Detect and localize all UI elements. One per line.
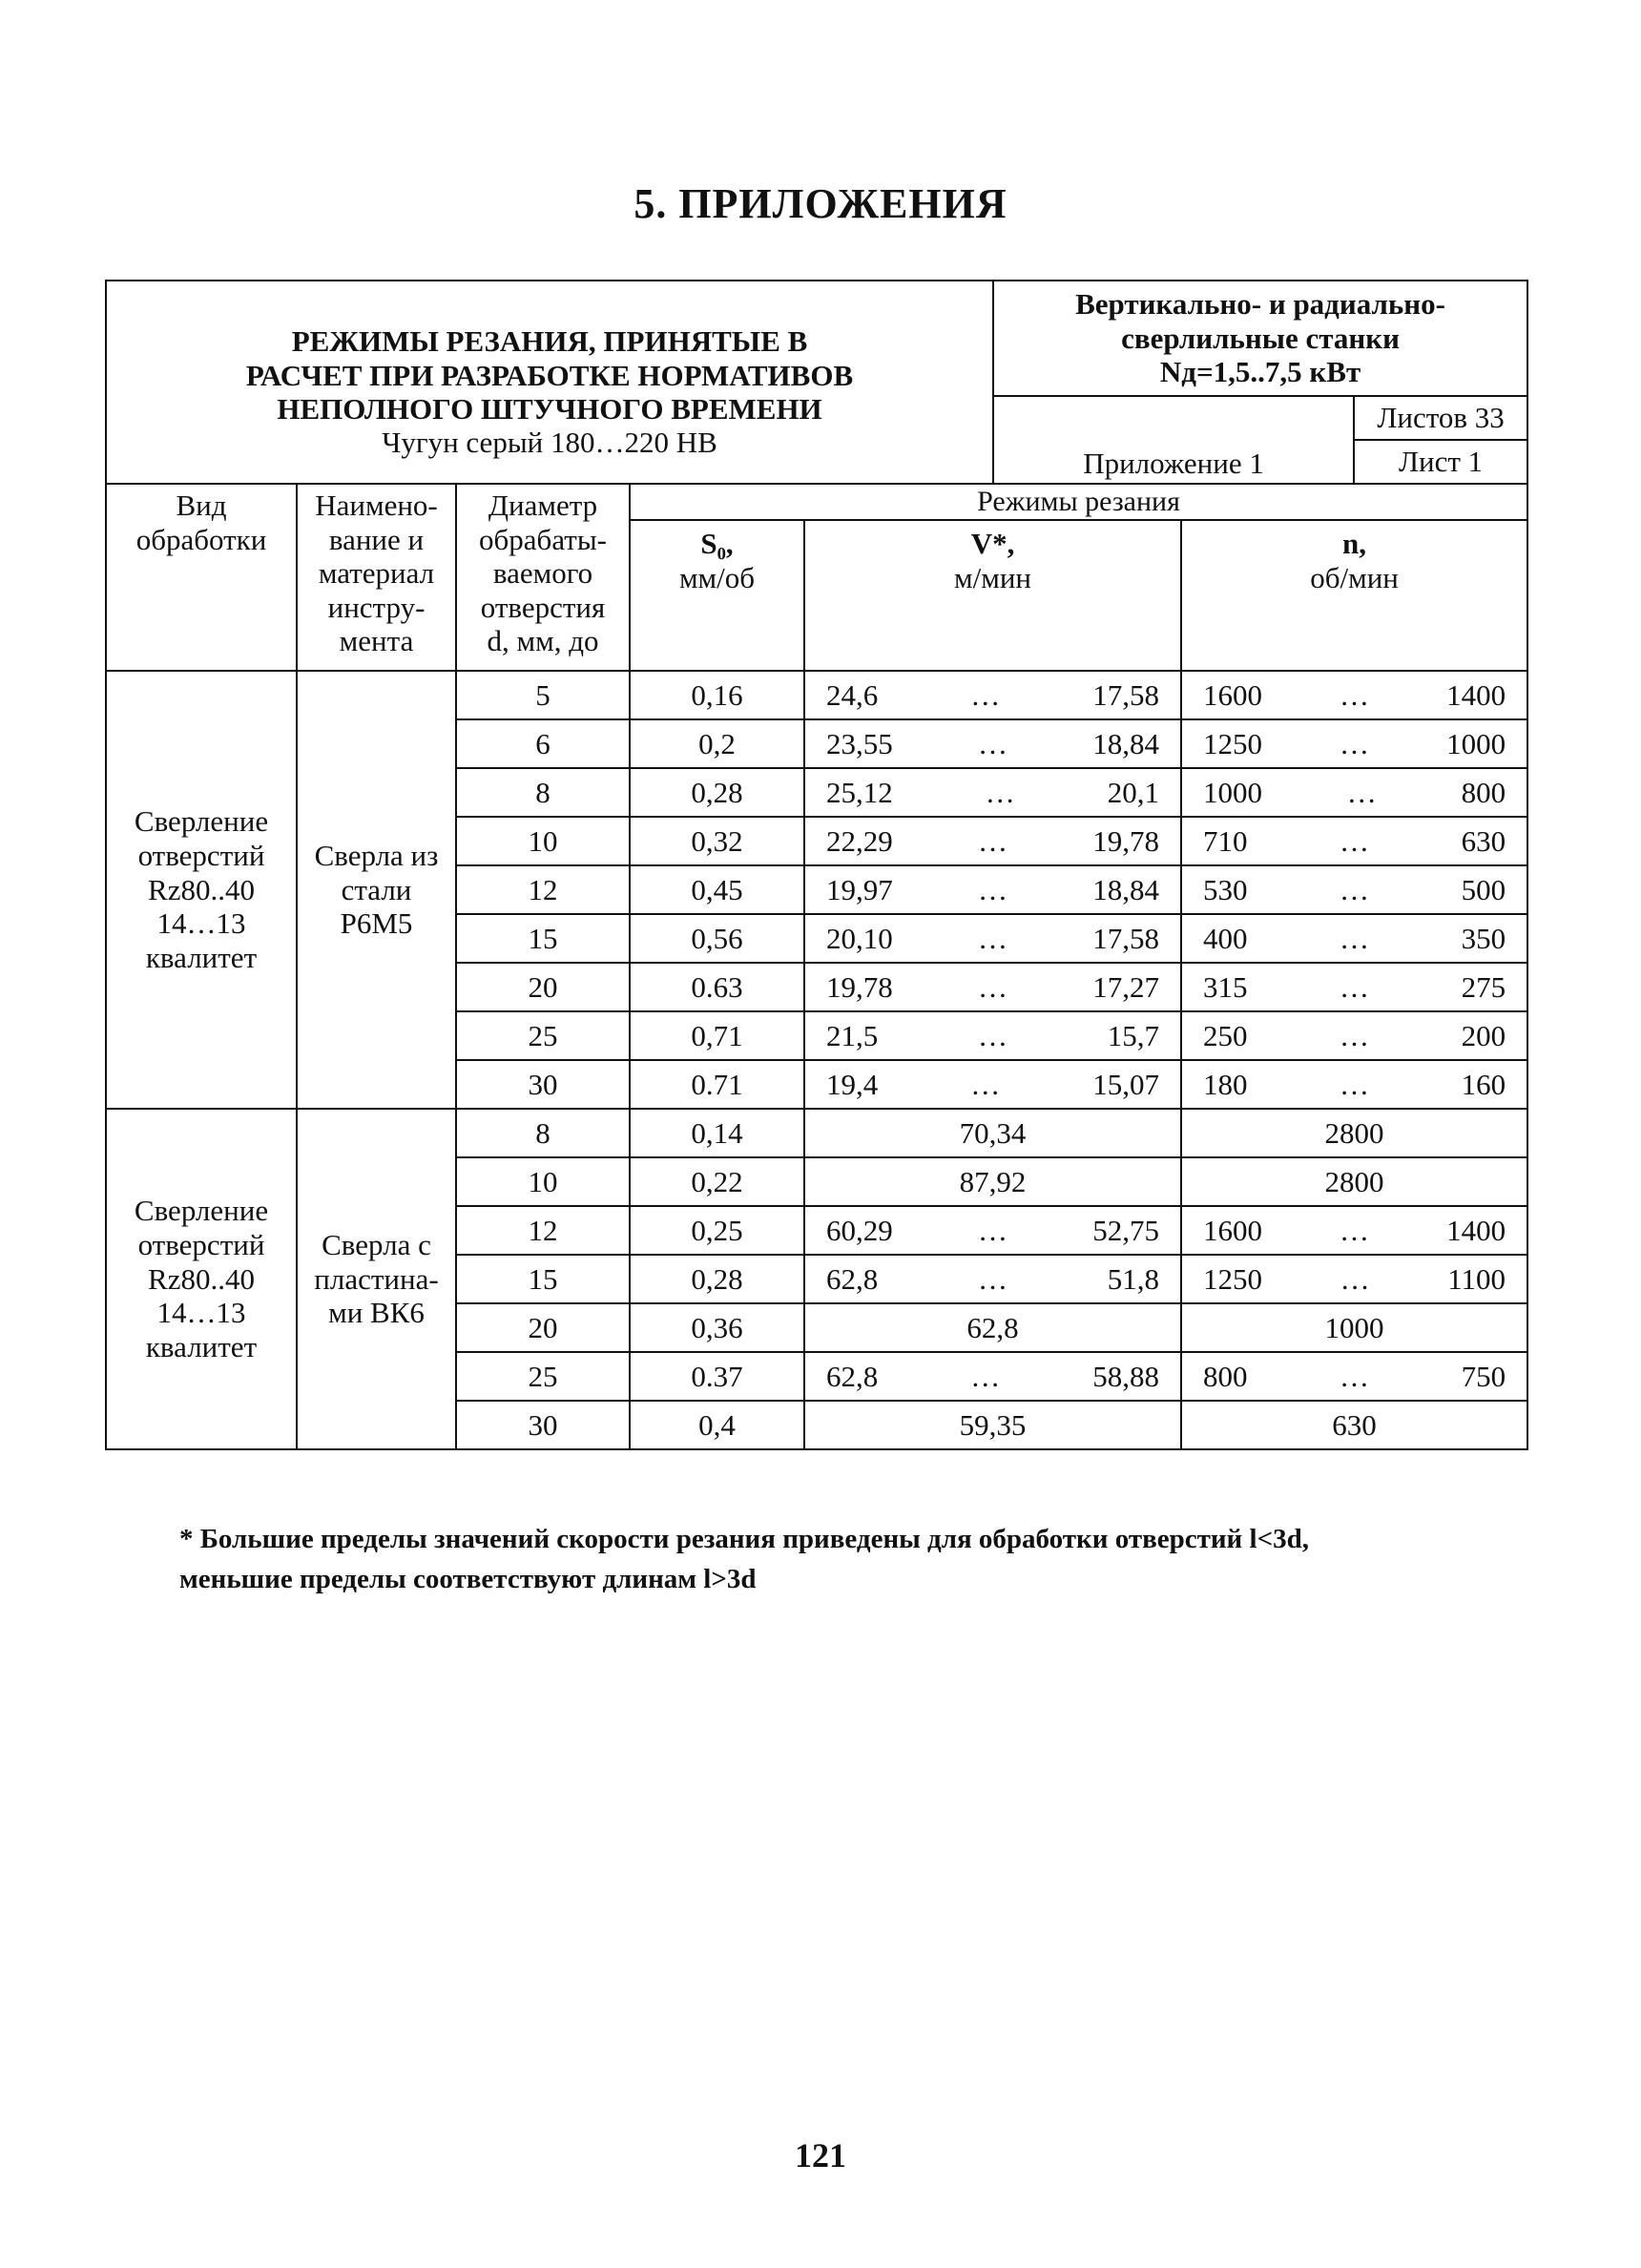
col-v	[804, 520, 1181, 671]
table-title-line-1: РЕЖИМЫ РЕЗАНИЯ, ПРИНЯТЫЕ В	[291, 324, 808, 358]
col-n-line-1: n,	[1342, 526, 1367, 560]
process-kind-line: Сверление	[134, 1194, 269, 1228]
rpm-min: 350	[1461, 921, 1506, 955]
rpm-min: 800	[1461, 775, 1506, 809]
range-dots: …	[1340, 1359, 1370, 1393]
tool-line: Р6М5	[340, 906, 413, 941]
col-kind-line-1: Вид	[176, 488, 227, 522]
speed-max: 19,78	[826, 969, 893, 1004]
rpm-min: 200	[1461, 1018, 1506, 1052]
range-dots: …	[1340, 1067, 1370, 1101]
sheets-total: Листов 33	[1354, 396, 1527, 440]
speed-min: 18,84	[1092, 726, 1160, 760]
rpm-max: 180	[1203, 1067, 1248, 1101]
feed-cell: 0,28	[630, 768, 804, 817]
speed-min: 17,58	[1092, 921, 1160, 955]
rpm-cell	[1181, 1255, 1527, 1303]
col-s0	[630, 520, 804, 671]
feed-cell: 0,28	[630, 1255, 804, 1303]
diameter-cell: 20	[456, 963, 630, 1011]
rpm-cell	[1181, 1060, 1527, 1109]
col-tool-line-2: вание и	[328, 522, 425, 556]
col-diameter-line-1: Диаметр	[488, 488, 598, 522]
rpm-max: 400	[1203, 921, 1248, 955]
rpm-cell	[1181, 768, 1527, 817]
tool-cell	[297, 671, 456, 1109]
table-title	[106, 281, 993, 484]
page-number: 121	[795, 2136, 846, 2174]
rpm-min: 500	[1461, 872, 1506, 906]
col-diameter-line-4: отверстия	[480, 590, 606, 624]
col-tool-line-5: мента	[339, 624, 414, 658]
rpm-cell	[1181, 1401, 1527, 1449]
speed-cell	[804, 817, 1181, 865]
rpm-cell	[1181, 671, 1527, 719]
speed-max: 20,10	[826, 921, 893, 955]
speed-cell	[804, 1109, 1181, 1157]
speed-max: 62,8	[826, 1261, 879, 1296]
diameter-cell: 5	[456, 671, 630, 719]
col-s0-line-2: мм/об	[678, 560, 756, 594]
speed-max: 24,6	[826, 677, 879, 712]
rpm-max: 250	[1203, 1018, 1248, 1052]
speed-cell	[804, 1255, 1181, 1303]
rpm-min: 630	[1461, 823, 1506, 858]
table-row	[106, 671, 1527, 719]
speed-cell	[804, 768, 1181, 817]
speed-cell	[804, 1352, 1181, 1401]
feed-cell: 0.71	[630, 1060, 804, 1109]
process-kind-line: отверстий	[137, 838, 265, 872]
speed-min: 15,7	[1107, 1018, 1160, 1052]
feed-cell: 0,4	[630, 1401, 804, 1449]
speed-max: 19,4	[826, 1067, 879, 1101]
col-diameter-line-3: ваемого	[492, 556, 593, 591]
col-kind	[106, 484, 297, 671]
range-dots: …	[985, 775, 1015, 809]
rpm-cell	[1181, 1352, 1527, 1401]
feed-cell: 0,36	[630, 1303, 804, 1352]
col-diameter-line-5: d, мм, до	[487, 624, 599, 658]
range-dots: …	[978, 969, 1008, 1004]
diameter-cell: 15	[456, 1255, 630, 1303]
appendix-cell	[993, 396, 1354, 484]
col-kind-line-2: обработки	[135, 522, 267, 556]
diameter-cell: 30	[456, 1060, 630, 1109]
range-dots: …	[978, 1018, 1008, 1052]
machine-info	[993, 281, 1527, 396]
feed-cell: 0,25	[630, 1206, 804, 1255]
diameter-cell: 6	[456, 719, 630, 768]
speed-cell	[804, 914, 1181, 963]
range-dots: …	[970, 1067, 1001, 1101]
feed-cell: 0,45	[630, 865, 804, 914]
process-kind-line: квалитет	[145, 940, 258, 974]
range-dots: …	[1346, 775, 1377, 809]
feed-cell: 0,16	[630, 671, 804, 719]
rpm-max: 1600	[1203, 1213, 1263, 1247]
rpm-cell	[1181, 1206, 1527, 1255]
rpm-min: 160	[1461, 1067, 1506, 1101]
feed-cell: 0,22	[630, 1157, 804, 1206]
feed-cell: 0,71	[630, 1011, 804, 1060]
page-title: 5. ПРИЛОЖЕНИЯ	[634, 180, 1007, 227]
range-dots: …	[978, 1261, 1008, 1296]
speed-cell	[804, 1401, 1181, 1449]
range-dots: …	[978, 1213, 1008, 1247]
rpm-min: 1400	[1446, 1213, 1506, 1247]
process-kind-line: Rz80..40	[148, 1261, 255, 1296]
range-dots: …	[1340, 677, 1370, 712]
diameter-cell: 30	[456, 1401, 630, 1449]
col-tool-line-1: Наимено-	[315, 488, 438, 522]
rpm-cell	[1181, 1109, 1527, 1157]
col-tool	[297, 484, 456, 671]
range-dots: …	[1340, 1213, 1370, 1247]
tool-line: Сверла из	[314, 838, 439, 872]
machine-line-2: сверлильные станки	[1121, 321, 1400, 355]
speed-max: 22,29	[826, 823, 893, 858]
col-tool-line-3: материал	[318, 556, 435, 591]
footnote-line-1: * Большие пределы значений скорости резания приведены для обработки отверстий l<3d,	[179, 1524, 1309, 1554]
tool-line: ми ВК6	[328, 1296, 425, 1330]
speed-min: 20,1	[1107, 775, 1160, 809]
rpm-cell	[1181, 963, 1527, 1011]
rpm-cell	[1181, 865, 1527, 914]
process-kind-line: Сверление	[134, 804, 269, 839]
col-modes: Режимы резания	[630, 484, 1527, 520]
material-label: Чугун серый 180…220 HB	[382, 425, 717, 459]
rpm-cell	[1181, 914, 1527, 963]
speed-min: 19,78	[1092, 823, 1160, 858]
speed-cell	[804, 1303, 1181, 1352]
speed-value: 70,34	[959, 1115, 1027, 1150]
rpm-min: 750	[1461, 1359, 1506, 1393]
col-tool-line-4: инстру-	[327, 590, 426, 624]
rpm-min: 275	[1461, 969, 1506, 1004]
rpm-max: 800	[1203, 1359, 1248, 1393]
process-kind-line: Rz80..40	[148, 872, 255, 906]
speed-max: 21,5	[826, 1018, 879, 1052]
rpm-max: 710	[1203, 823, 1248, 858]
speed-cell	[804, 865, 1181, 914]
col-diameter	[456, 484, 630, 671]
range-dots: …	[978, 726, 1008, 760]
range-dots: …	[1340, 921, 1370, 955]
speed-max: 23,55	[826, 726, 893, 760]
rpm-value: 2800	[1324, 1164, 1384, 1198]
speed-max: 62,8	[826, 1359, 879, 1393]
tool-line: стали	[341, 872, 412, 906]
diameter-cell: 20	[456, 1303, 630, 1352]
rpm-max: 530	[1203, 872, 1248, 906]
table-row	[106, 1109, 1527, 1157]
speed-min: 51,8	[1107, 1261, 1160, 1296]
col-s0-line-1: S₀,	[700, 526, 734, 560]
speed-min: 17,58	[1092, 677, 1160, 712]
feed-cell: 0,56	[630, 914, 804, 963]
rpm-max: 1600	[1203, 677, 1263, 712]
process-kind-cell	[106, 671, 297, 1109]
rpm-max: 1250	[1203, 726, 1263, 760]
range-dots: …	[970, 1359, 1001, 1393]
diameter-cell: 12	[456, 1206, 630, 1255]
appendix-label: Приложение 1	[1083, 447, 1264, 481]
process-kind-line: 14…13	[156, 1296, 246, 1330]
rpm-value: 2800	[1324, 1115, 1384, 1150]
feed-cell: 0.63	[630, 963, 804, 1011]
process-kind-line: квалитет	[145, 1329, 258, 1363]
speed-value: 62,8	[966, 1310, 1019, 1344]
rpm-cell	[1181, 1157, 1527, 1206]
speed-cell	[804, 1060, 1181, 1109]
speed-max: 60,29	[826, 1213, 893, 1247]
speed-cell	[804, 1157, 1181, 1206]
rpm-value: 630	[1332, 1407, 1377, 1442]
diameter-cell: 15	[456, 914, 630, 963]
range-dots: …	[1340, 823, 1370, 858]
rpm-max: 1000	[1203, 775, 1263, 809]
feed-cell: 0,2	[630, 719, 804, 768]
feed-cell: 0.37	[630, 1352, 804, 1401]
col-n	[1181, 520, 1527, 671]
speed-cell	[804, 719, 1181, 768]
speed-cell	[804, 1011, 1181, 1060]
range-dots: …	[1340, 969, 1370, 1004]
feed-cell: 0,14	[630, 1109, 804, 1157]
diameter-cell: 12	[456, 865, 630, 914]
rpm-min: 1100	[1447, 1261, 1506, 1296]
tool-line: Сверла с	[322, 1227, 431, 1261]
table-title-line-3: НЕПОЛНОГО ШТУЧНОГО ВРЕМЕНИ	[277, 392, 822, 427]
range-dots: …	[978, 921, 1008, 955]
range-dots: …	[1340, 726, 1370, 760]
range-dots: …	[978, 823, 1008, 858]
speed-cell	[804, 1206, 1181, 1255]
footnote	[179, 1519, 1496, 1599]
rpm-value: 1000	[1324, 1310, 1384, 1344]
rpm-min: 1400	[1446, 677, 1506, 712]
col-v-line-1: V*,	[970, 526, 1015, 560]
speed-cell	[804, 963, 1181, 1011]
tool-line: пластина-	[314, 1261, 439, 1296]
rpm-max: 315	[1203, 969, 1248, 1004]
col-n-line-2: об/мин	[1310, 560, 1399, 594]
rpm-cell	[1181, 1011, 1527, 1060]
rpm-min: 1000	[1446, 726, 1506, 760]
diameter-cell: 25	[456, 1011, 630, 1060]
diameter-cell: 25	[456, 1352, 630, 1401]
speed-max: 19,97	[826, 872, 893, 906]
sheet-number: Лист 1	[1354, 440, 1527, 484]
col-diameter-line-2: обрабаты-	[479, 522, 607, 556]
machine-line-1: Вертикально- и радиально-	[1075, 287, 1445, 321]
speed-min: 52,75	[1092, 1213, 1160, 1247]
range-dots: …	[1340, 1261, 1370, 1296]
speed-max: 25,12	[826, 775, 893, 809]
diameter-cell: 10	[456, 817, 630, 865]
process-kind-line: 14…13	[156, 906, 246, 941]
rpm-max: 1250	[1203, 1261, 1263, 1296]
range-dots: …	[1340, 1018, 1370, 1052]
rpm-cell	[1181, 719, 1527, 768]
speed-cell	[804, 671, 1181, 719]
speed-value: 59,35	[959, 1407, 1027, 1442]
range-dots: …	[978, 872, 1008, 906]
col-v-line-2: м/мин	[954, 560, 1032, 594]
diameter-cell: 8	[456, 768, 630, 817]
rpm-cell	[1181, 1303, 1527, 1352]
speed-value: 87,92	[959, 1164, 1027, 1198]
process-kind-cell	[106, 1109, 297, 1449]
tool-cell	[297, 1109, 456, 1449]
process-kind-line: отверстий	[137, 1227, 265, 1261]
table-title-line-2: РАСЧЕТ ПРИ РАЗРАБОТКЕ НОРМАТИВОВ	[245, 358, 854, 392]
machine-line-3: Nд=1,5..7,5 кВт	[1159, 355, 1361, 389]
speed-min: 15,07	[1092, 1067, 1160, 1101]
cutting-modes-table	[105, 280, 1528, 1450]
diameter-cell: 8	[456, 1109, 630, 1157]
speed-min: 18,84	[1092, 872, 1160, 906]
speed-min: 58,88	[1092, 1359, 1160, 1393]
footnote-line-2: меньшие пределы соответствуют длинам l>3d	[179, 1564, 757, 1594]
feed-cell: 0,32	[630, 817, 804, 865]
speed-min: 17,27	[1092, 969, 1160, 1004]
diameter-cell: 10	[456, 1157, 630, 1206]
range-dots: …	[1340, 872, 1370, 906]
range-dots: …	[970, 677, 1001, 712]
rpm-cell	[1181, 817, 1527, 865]
